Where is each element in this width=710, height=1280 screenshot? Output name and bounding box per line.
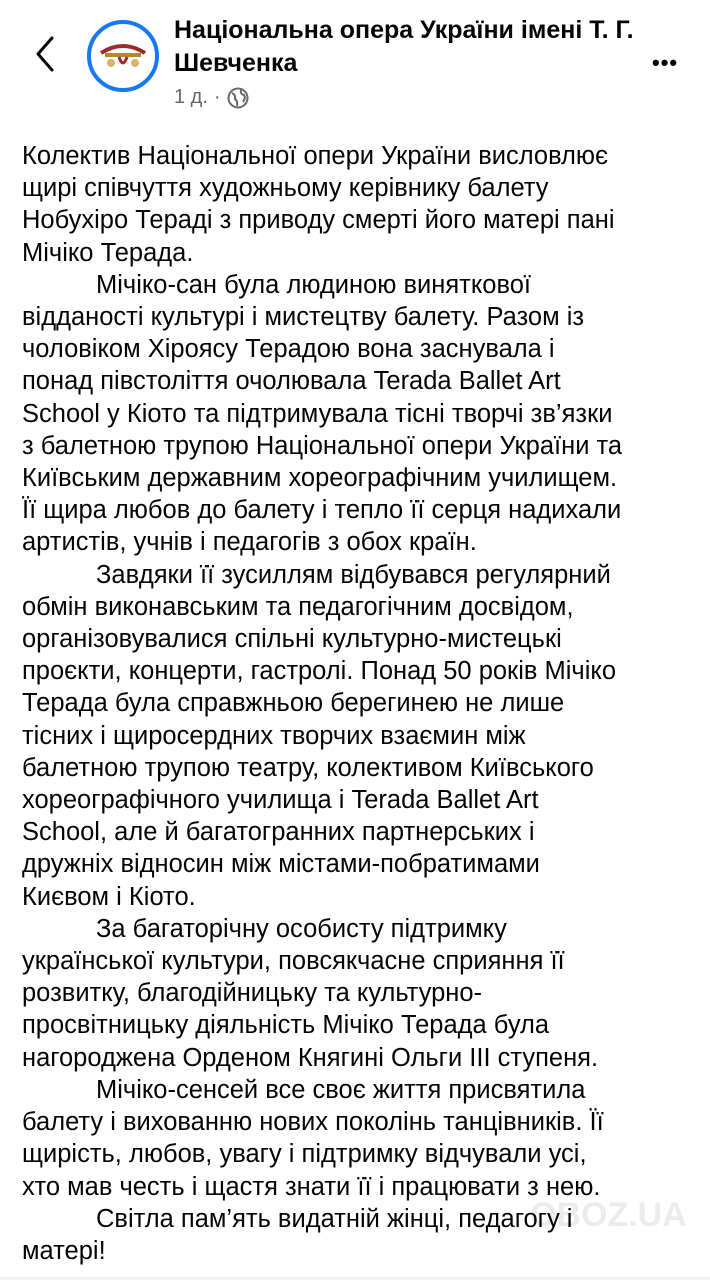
post-line: Колектив Національної опери України висловлює xyxy=(22,142,609,170)
post-line: щирість, любов, увагу і підтримку відчували усі, xyxy=(22,1140,587,1169)
post-line: понад півстоліття очолювала Terada Ballet Art xyxy=(22,367,561,396)
post-line: School, але й багатогранних партнерських і xyxy=(22,818,535,847)
post-line: відданості культурі і мистецтву балету. Разом із xyxy=(22,303,585,332)
post-line: проєкти, концерти, гастролі. Понад 50 років Мічіко xyxy=(22,657,616,686)
post-line: щирі співчуття художньому керівнику балету xyxy=(22,174,549,203)
opera-logo-icon xyxy=(99,39,147,73)
page-name-link[interactable]: Національна опера України імені Т. Г. Шевченка xyxy=(174,16,634,77)
post-text xyxy=(22,140,622,1267)
post-line: української культури, повсякчасне сприяння її xyxy=(22,947,565,976)
post-line: хореографічного училища і Terada Ballet Art xyxy=(22,786,539,815)
post-line: Києвом і Кіото. xyxy=(22,882,196,911)
post-line: Терада була справжньою берегинею не лише xyxy=(22,689,565,718)
meta-separator: · xyxy=(213,86,221,108)
globe-icon xyxy=(227,87,249,109)
post-line: балетною трупою театру, колективом Київського xyxy=(22,753,594,782)
post-line: нагороджена Орденом Княгині Ольги ІІІ ступеня. xyxy=(22,1043,599,1072)
watermark: OBOZ.UA xyxy=(530,1196,687,1234)
post-line: School у Кіото та підтримувала тісні творчі зв’язки xyxy=(22,399,613,428)
post-line: тісних і щиросердних творчих взаємин між xyxy=(22,721,526,750)
post-line: артистів, учнів і педагогів з обох країн. xyxy=(22,528,477,557)
post-line: Світла пам’ять видатній жінці, педагогу і xyxy=(96,1204,573,1233)
post-line: дружніх відносин між містами-побратимами xyxy=(22,850,540,879)
post-line: Мічіко-сан була людиною виняткової xyxy=(96,270,532,299)
post-line: Київським державним хореографічним училищем. xyxy=(22,464,618,493)
post-line: обмін виконавським та педагогічним досвідом, xyxy=(22,592,574,621)
post-line: Завдяки її зусиллям відбувався регулярний xyxy=(96,560,611,589)
post-line: з балетною трупою Національної опери України та xyxy=(22,431,623,460)
post-line: Мічіко Терада. xyxy=(22,238,194,267)
post-line: Мічіко-сенсей все своє життя присвятила xyxy=(96,1075,586,1104)
post-line: балету і вихованню нових поколінь танцівників. Її xyxy=(22,1108,604,1137)
post-line: Її щира любов до балету і тепло її серця надихали xyxy=(22,496,622,525)
post-line: Нобухіро Тераді з приводу смерті його матері пані xyxy=(22,206,615,235)
page-avatar[interactable] xyxy=(87,20,159,92)
post-time[interactable]: 1 д. xyxy=(174,86,208,108)
post-line: хто мав честь і щастя знати її і працювати з нею. xyxy=(22,1172,601,1201)
chevron-left-icon xyxy=(30,34,60,74)
post-line: організовувалися спільні культурно-мистецькі xyxy=(22,625,562,654)
post-line: матері! xyxy=(22,1236,106,1265)
post-line: чоловіком Хіроясу Терадою вона заснувала і xyxy=(22,335,555,364)
more-options-button[interactable]: ••• xyxy=(652,50,679,75)
post-meta xyxy=(174,86,249,109)
post-line: За багаторічну особисту підтримку xyxy=(96,914,507,943)
back-button[interactable] xyxy=(30,34,60,74)
post-line: розвитку, благодійницьку та культурно- xyxy=(22,979,483,1008)
post-line: просвітницьку діяльність Мічіко Терада була xyxy=(22,1011,550,1040)
